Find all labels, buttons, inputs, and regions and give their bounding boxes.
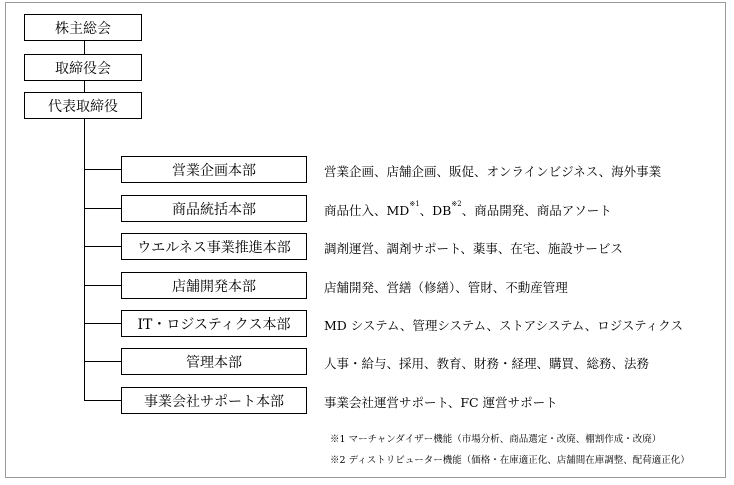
branch-line: [84, 208, 121, 209]
dept-desc-wellness: 調剤運営、調剤サポート、薬事、在宅、施設サービス: [324, 241, 623, 256]
dept-desc-administration: 人事・給与、採用、教育、財務・経理、購買、総務、法務: [324, 356, 650, 371]
dept-box-sales-planning: 営業企画本部: [121, 156, 307, 183]
dept-desc-business-support: 事業会社運営サポート、FC 運営サポート: [324, 395, 558, 410]
dept-box-administration: 管理本部: [121, 348, 307, 375]
footnote-1: ※1 マーチャンダイザー機能（市場分析、商品選定・改廃、棚割作成・改廃）: [330, 434, 662, 445]
branch-line: [84, 246, 121, 247]
dept-box-wellness: ウエルネス事業推進本部: [121, 233, 307, 260]
branch-line: [84, 400, 121, 401]
dept-desc-it-logistics: MD システム、管理システム、ストアシステム、ロジスティクス: [324, 318, 684, 333]
branch-line: [84, 361, 121, 362]
dept-desc-sales-planning: 営業企画、店舗企画、販促、オンラインビジネス、海外事業: [324, 164, 662, 179]
footnote-ref-2: ※2: [451, 200, 462, 208]
desc-text: 商品仕入、MD: [324, 203, 410, 218]
dept-box-it-logistics: IT・ロジスティクス本部: [121, 310, 307, 337]
dept-desc-store-development: 店舗開発、営繕（修繕）、管財、不動産管理: [324, 280, 568, 295]
dept-box-business-support: 事業会社サポート本部: [121, 387, 307, 414]
branch-line: [84, 323, 121, 324]
shareholders-meeting-box: 株主総会: [24, 14, 142, 41]
branch-line: [84, 285, 121, 286]
dept-desc-merchandise: [324, 201, 612, 219]
trunk-line: [84, 118, 85, 400]
connector-line: [84, 40, 85, 54]
desc-text: 、商品開発、商品アソート: [461, 203, 612, 218]
representative-director-box: 代表取締役: [24, 92, 142, 119]
footnote-ref-1: ※1: [409, 200, 420, 208]
board-of-directors-box: 取締役会: [24, 54, 142, 81]
footnote-2: ※2 ディストリビューター機能（価格・在庫適正化、店舗間在庫調整、配荷適正化）: [330, 455, 690, 466]
desc-text: 、DB: [419, 203, 452, 218]
branch-line: [84, 169, 121, 170]
dept-box-store-development: 店舗開発本部: [121, 272, 307, 299]
dept-box-merchandise: 商品統括本部: [121, 195, 307, 222]
connector-line: [84, 80, 85, 92]
